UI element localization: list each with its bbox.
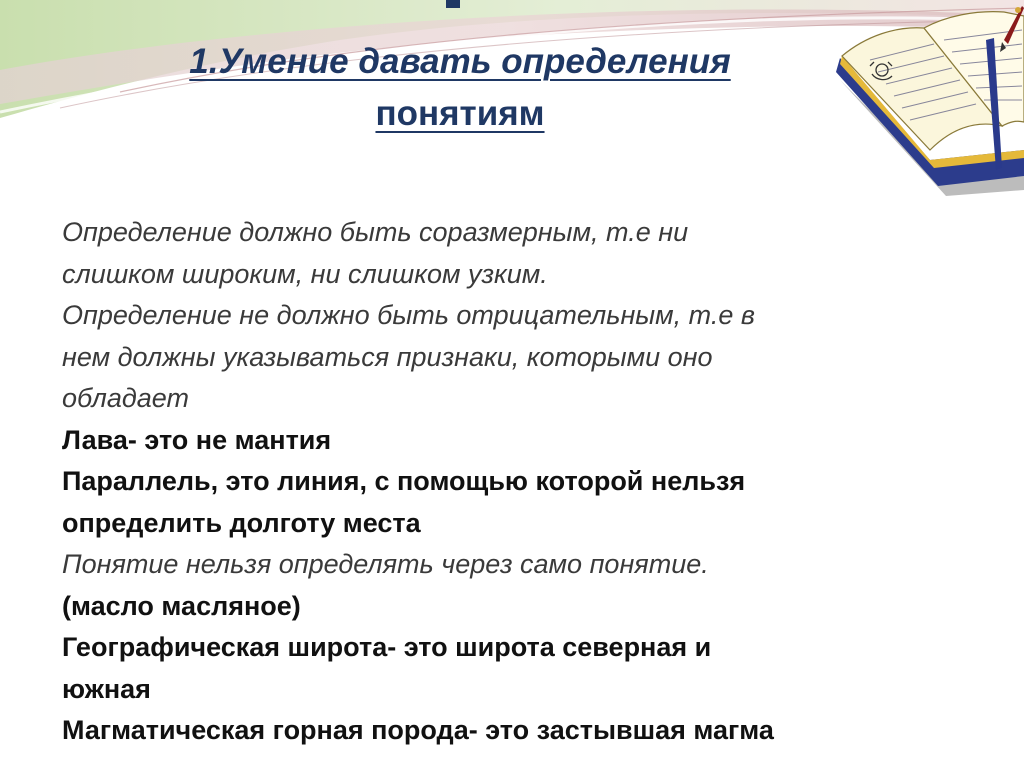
body-line-6: Лава- это не мантия [62, 424, 332, 455]
body-line-12: южная [62, 673, 151, 704]
body-line-11: Географическая широта- это широта северная и [62, 632, 712, 662]
title-marker [446, 0, 460, 8]
body-line-2: слишком широким, ни слишком узким. [62, 258, 548, 289]
title-line-1: 1.Умение давать определения [189, 42, 731, 81]
title-line-2: понятиям [375, 94, 545, 133]
body-line-3: Определение не должно быть отрицательным, т.е в [62, 300, 755, 330]
slide-body [62, 212, 992, 752]
body-line-7: Параллель, это линия, с помощью которой нельзя [62, 466, 746, 496]
body-line-8: определить долготу места [62, 507, 421, 538]
open-book-with-pen-icon [826, 0, 1024, 205]
body-line-1: Определение должно быть соразмерным, т.е ни [62, 217, 689, 247]
body-line-4: нем должны указываться признаки, которыми оно [62, 341, 713, 372]
body-line-10: (масло масляное) [62, 590, 301, 621]
body-line-9: Понятие нельзя определять через само понятие. [62, 549, 709, 579]
body-line-5: обладает [62, 383, 189, 413]
slide-title [0, 36, 920, 140]
body-line-13: Магматическая горная порода- это застывшая магма [62, 715, 774, 745]
